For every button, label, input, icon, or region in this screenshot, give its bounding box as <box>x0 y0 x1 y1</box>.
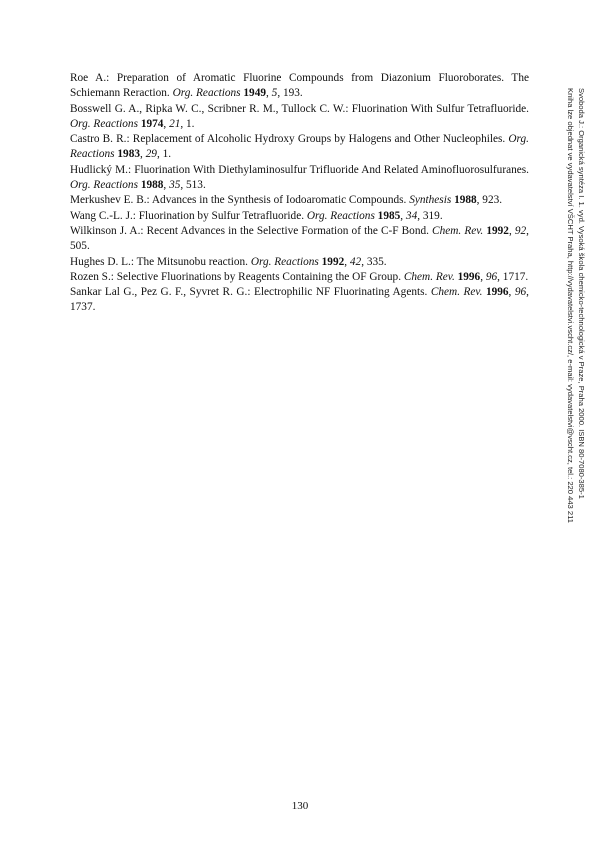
reference-text: Roe A.: Preparation of Aromatic Fluorine Compounds from Diazonium Fluoroborates. The Schiemann Reraction. <box>70 72 529 100</box>
reference-text: , <box>139 148 146 161</box>
reference-year: 1988 <box>140 179 164 192</box>
reference-text: , <box>266 87 272 100</box>
reference-year: 1949 <box>243 87 266 100</box>
reference-text: Bosswell G. A., Ripka W. C., Scribner R. M., Tullock C. W.: Fluorination With Sulfur Tetrafluoride. <box>70 102 529 115</box>
sidebar-line-2: Kniha lze objednat ve vydavatelství VŠCHT Praha, http://vydavatelstvi.vscht.cz/, e-mail: vydavatelstvi@vscht.cz, tel.: 220 443 211 <box>566 88 575 523</box>
reference-italic: 21 <box>169 117 181 130</box>
reference-text: , 319. <box>417 209 443 222</box>
reference-entry <box>70 193 529 208</box>
reference-text: , 1. <box>180 117 195 130</box>
reference-text: Wang C.-L. J.: Fluorination by Sulfur Tetrafluoride. <box>70 209 307 222</box>
reference-text: Castro B. R.: Replacement of Alcoholic Hydroxy Groups by Halogens and Other Nucleophiles. <box>70 133 509 146</box>
reference-text: , 1717. <box>497 270 529 283</box>
reference-italic: Org. Reactions <box>172 87 241 100</box>
reference-italic: 34 <box>405 209 418 222</box>
reference-text: Sankar Lal G., Pez G. F., Syvret R. G.: Electrophilic NF Fluorinating Agents. <box>70 286 431 299</box>
reference-text: , <box>508 224 515 237</box>
reference-year: 1996 <box>457 270 481 283</box>
reference-text: , <box>344 255 350 268</box>
reference-text: , 505. <box>70 224 529 253</box>
reference-italic: 96 <box>485 270 498 283</box>
reference-italic: Chem. Rev. <box>432 224 484 237</box>
reference-italic: Synthesis <box>409 194 452 207</box>
reference-italic: 42 <box>349 255 362 268</box>
reference-year: 1974 <box>140 117 164 130</box>
reference-italic: Chem. Rev. <box>403 270 455 283</box>
reference-year: 1992 <box>321 255 345 268</box>
sidebar-line-1: Svoboda J.: Organická syntéza I. 1. vyd. Vysoká škola chemicko-technologická v Praze, Praha 2000. ISBN 80-7080-385-1 <box>577 88 586 499</box>
reference-text: , <box>508 286 515 299</box>
reference-italic: 96 <box>514 286 527 299</box>
reference-text: Hudlický M.: Fluorination With Diethylaminosulfur Trifluoride And Related Aminofluorosulfuranes. <box>70 163 529 176</box>
page-number: 130 <box>291 800 309 812</box>
reference-italic: 92 <box>514 224 527 237</box>
reference-entry <box>70 163 529 194</box>
reference-entry <box>70 285 529 316</box>
reference-text: , <box>163 117 170 130</box>
reference-entry <box>70 102 529 133</box>
reference-text: , 1. <box>156 148 172 161</box>
reference-entry <box>70 255 529 270</box>
reference-italic: Org. Reactions <box>70 117 138 130</box>
reference-text: , 923. <box>476 194 503 207</box>
reference-italic: Org. Reactions <box>70 179 138 192</box>
reference-text: , <box>480 270 486 283</box>
reference-italic: Chem. Rev. <box>430 286 483 299</box>
reference-text: Rozen S.: Selective Fluorinations by Reagents Containing the OF Group. <box>70 270 404 283</box>
reference-text: , <box>163 179 170 192</box>
reference-text: Hughes D. L.: The Mitsunobu reaction. <box>70 255 251 268</box>
copyright-sidebar <box>563 88 587 558</box>
reference-year: 1992 <box>486 224 509 237</box>
reference-year: 1985 <box>377 209 401 222</box>
reference-entry <box>70 71 529 102</box>
reference-text: , <box>400 209 406 222</box>
reference-list <box>70 71 529 316</box>
reference-text: , 193. <box>277 87 303 100</box>
reference-year: 1988 <box>454 194 477 207</box>
reference-entry <box>70 224 529 255</box>
reference-italic: 35 <box>169 179 181 192</box>
reference-text: , 1737. <box>70 286 529 314</box>
reference-italic: 5 <box>271 87 278 100</box>
reference-italic: Org. Reactions <box>306 209 375 222</box>
reference-year: 1983 <box>117 148 140 161</box>
reference-italic: Org. Reactions <box>70 133 529 161</box>
reference-text: Merkushev E. B.: Advances in the Synthesis of Iodoaromatic Compounds. <box>70 194 410 207</box>
reference-text: Wilkinson J. A.: Recent Advances in the Selective Formation of the C-F Bond. <box>70 224 433 237</box>
reference-entry <box>70 132 529 163</box>
reference-text: , 335. <box>361 255 387 268</box>
reference-entry <box>70 209 529 224</box>
reference-italic: Org. Reactions <box>250 255 319 268</box>
reference-entry <box>70 270 529 285</box>
reference-year: 1996 <box>485 286 509 299</box>
reference-italic: 29 <box>145 148 157 161</box>
reference-text: , 513. <box>180 179 206 192</box>
